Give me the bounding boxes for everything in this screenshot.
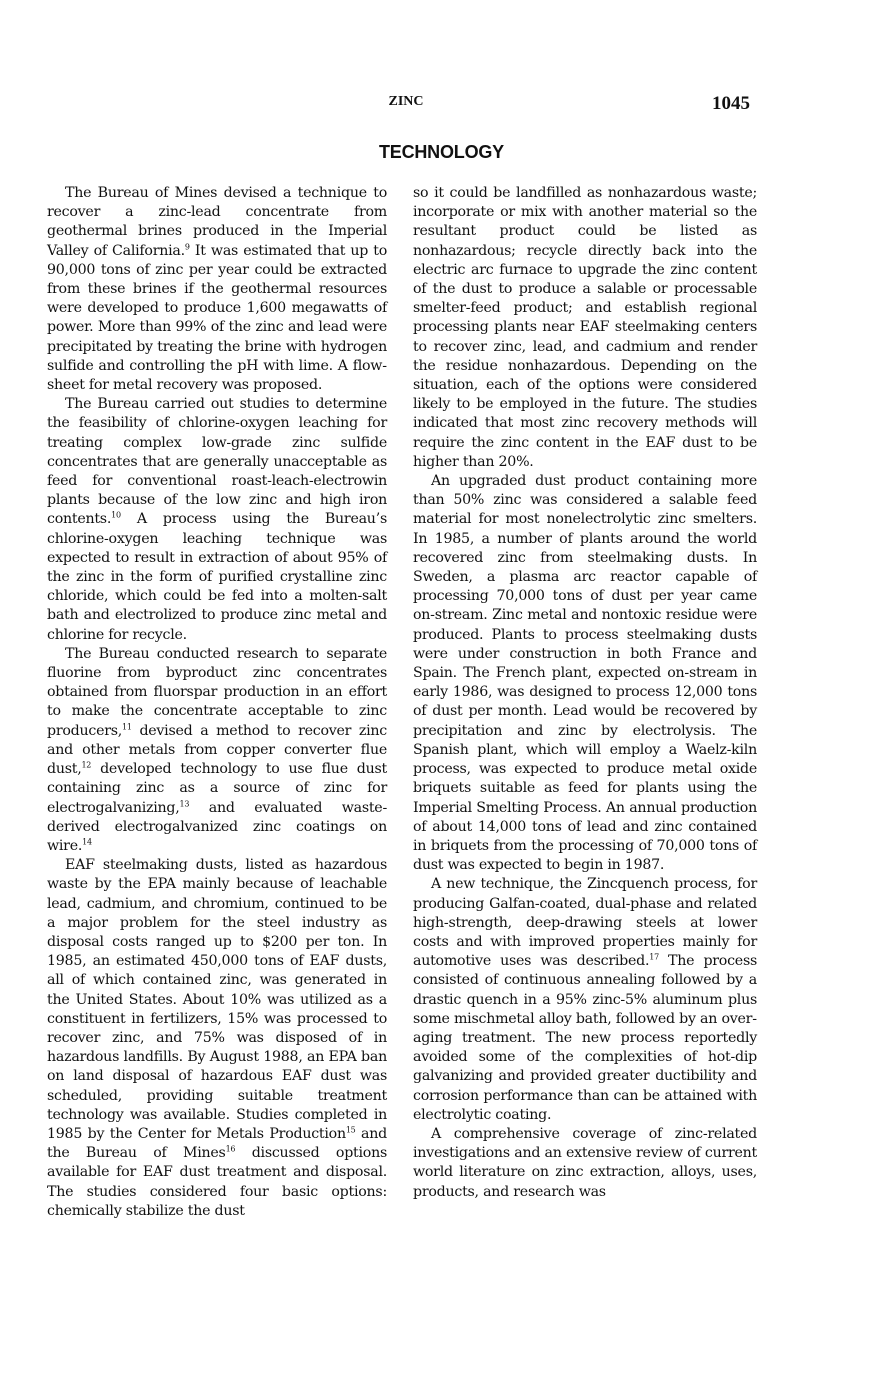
footnote-marker: 14 [82, 837, 92, 847]
running-title: ZINC [388, 94, 424, 109]
paragraph-fluorine-research: The Bureau conducted research to separate fluorine from byproduct zinc concentrates obtained from fluorspar production in an effort to make the concentrate acceptable to zinc producers,$^{11}$ devised a method to recover zinc and other metals from copper converter flue dust,$^{12}$ developed technology to use flue dust containing zinc as a source of zinc for electrogalvanizing,$^{13}$ and evaluated waste-derived electrogalvanized zinc coatings on wire.$^{14}$ [47, 645, 387, 854]
page-number: 1045 [712, 93, 750, 114]
paragraph-eaf-dusts: EAF steelmaking dusts, listed as hazardous waste by the EPA mainly because of leachable lead, cadmium, and chromium, continued to be a major problem for the steel industry as disposal costs ranged up to $200 per ton. In 1985, an estimated 450,000 tons of EAF dusts, all of which contained zinc, was generated in the United States. About 10% was utilized as a constituent in fertilizers, 15% was processed to recover zinc, and 75% was disposed of in hazardous landfills. By August 1988, an EPA ban on land disposal of hazardous EAF dust was scheduled, providing suitable treatment technology was available. Studies completed in 1985 by the Center for Metals Production$^{15}$ and the Bureau of Mines$^{16}$ discussed options available for EAF dust treatment and disposal. The studies considered four basic options: chemically stabilize the dust [47, 857, 387, 1219]
paragraph-upgraded-dust: An upgraded dust product containing more than 50% zinc was considered a salable feed material for most nonelectrolytic zinc smelters. In 1985, a number of plants around the world recovered zinc from steelmaking dusts. In Sweden, a plasma arc reactor capable of processing 70,000 tons of dust per year came on-stream. Zinc metal and nontoxic residue were produced. Plants to process steelmaking dusts were under construction in both France and Spain. The French plant, expected on-stream in early 1986, was designed to process 12,000 tons of dust per month. Lead would be recovered by precipitation and zinc by electrolysis. The Spanish plant, which will employ a Waelz-kiln process, was expected to produce metal oxide briquets suitable as feed for plants using the Imperial Smelting Process. An annual production of about 14,000 tons of lead and zinc contained in briquets from the processing of 70,000 tons of dust was expected to begin in 1987. [413, 473, 757, 874]
paragraph-eaf-options-continued: so it could be landfilled as nonhazardous waste; incorporate or mix with another material so the resultant product could be listed as nonhazardous; recycle directly back into the electric arc furnace to upgrade the zinc content of the dust to produce a salable or processable smelter-feed product; and establish regional processing plants near EAF steelmaking centers to recover zinc, lead, and cadmium and render the residue nonhazardous. Depending on the situation, each of the options were considered likely to be employed in the future. The studies indicated that most zinc recovery methods will require the zinc content in the EAF dust to be higher than 20%. [413, 185, 757, 470]
footnote-marker: 16 [225, 1144, 236, 1154]
section-heading: TECHNOLOGY [378, 142, 504, 162]
footnote-marker: 17 [649, 952, 659, 962]
footnote-marker: 9 [184, 241, 190, 251]
footnote-marker: 15 [345, 1125, 356, 1135]
footnote-marker: 12 [81, 760, 92, 770]
footnote-marker: 11 [122, 721, 132, 731]
right-column [413, 184, 757, 1202]
footnote-marker: 13 [179, 798, 190, 808]
left-column [47, 184, 387, 1221]
footnote-marker: 10 [111, 510, 121, 520]
paragraph-geothermal-brines: The Bureau of Mines devised a technique to recover a zinc-lead concentrate from geothermal brines produced in the Imperial Valley of California.$^9$ It was estimated that up to 90,000 tons of zinc per year could be extracted from these brines if the geothermal resources were developed to produce 1,600 megawatts of power. More than 99% of the zinc and lead were precipitated by treating the brine with hydrogen sulfide and controlling the pH with lime. A flowsheet for metal recovery was proposed. [47, 185, 387, 394]
paragraph-chlorine-oxygen-leaching: The Bureau carried out studies to determine the feasibility of chlorine-oxygen leaching for treating complex low-grade zinc sulfide concentrates that are generally unacceptable as feed for conventional roast-leach-electrowin plants because of the low zinc and high iron contents.$^{10}$ A process using the Bureau’s chlorine-oxygen leaching technique was expected to result in extraction of about 95% of the zinc in the form of purified crystalline zinc chloride, which could be fed into a molten-salt bath and electrolized to produce zinc metal and chlorine for recycle. [47, 396, 387, 643]
paragraph-zincquench: A new technique, the Zincquench process, for producing Galfan-coated, dual-phase and related high-strength, deep-drawing steels at lower costs and with improved properties mainly for automotive uses was described.$^{17}$ The process consisted of continuous annealing followed by a drastic quench in a 95% zinc-5% aluminum plus some mischmetal alloy bath, followed by an overaging treatment. The new process reportedly avoided some of the complexities of hot-dip galvanizing and provided greater ductibility and corrosion performance than can be attained with electrolytic coating. [413, 876, 758, 1123]
paragraph-literature-coverage: A comprehensive coverage of zinc-related investigations and an extensive review of current world literature on zinc extraction, alloys, uses, products, and research was [413, 1125, 757, 1200]
